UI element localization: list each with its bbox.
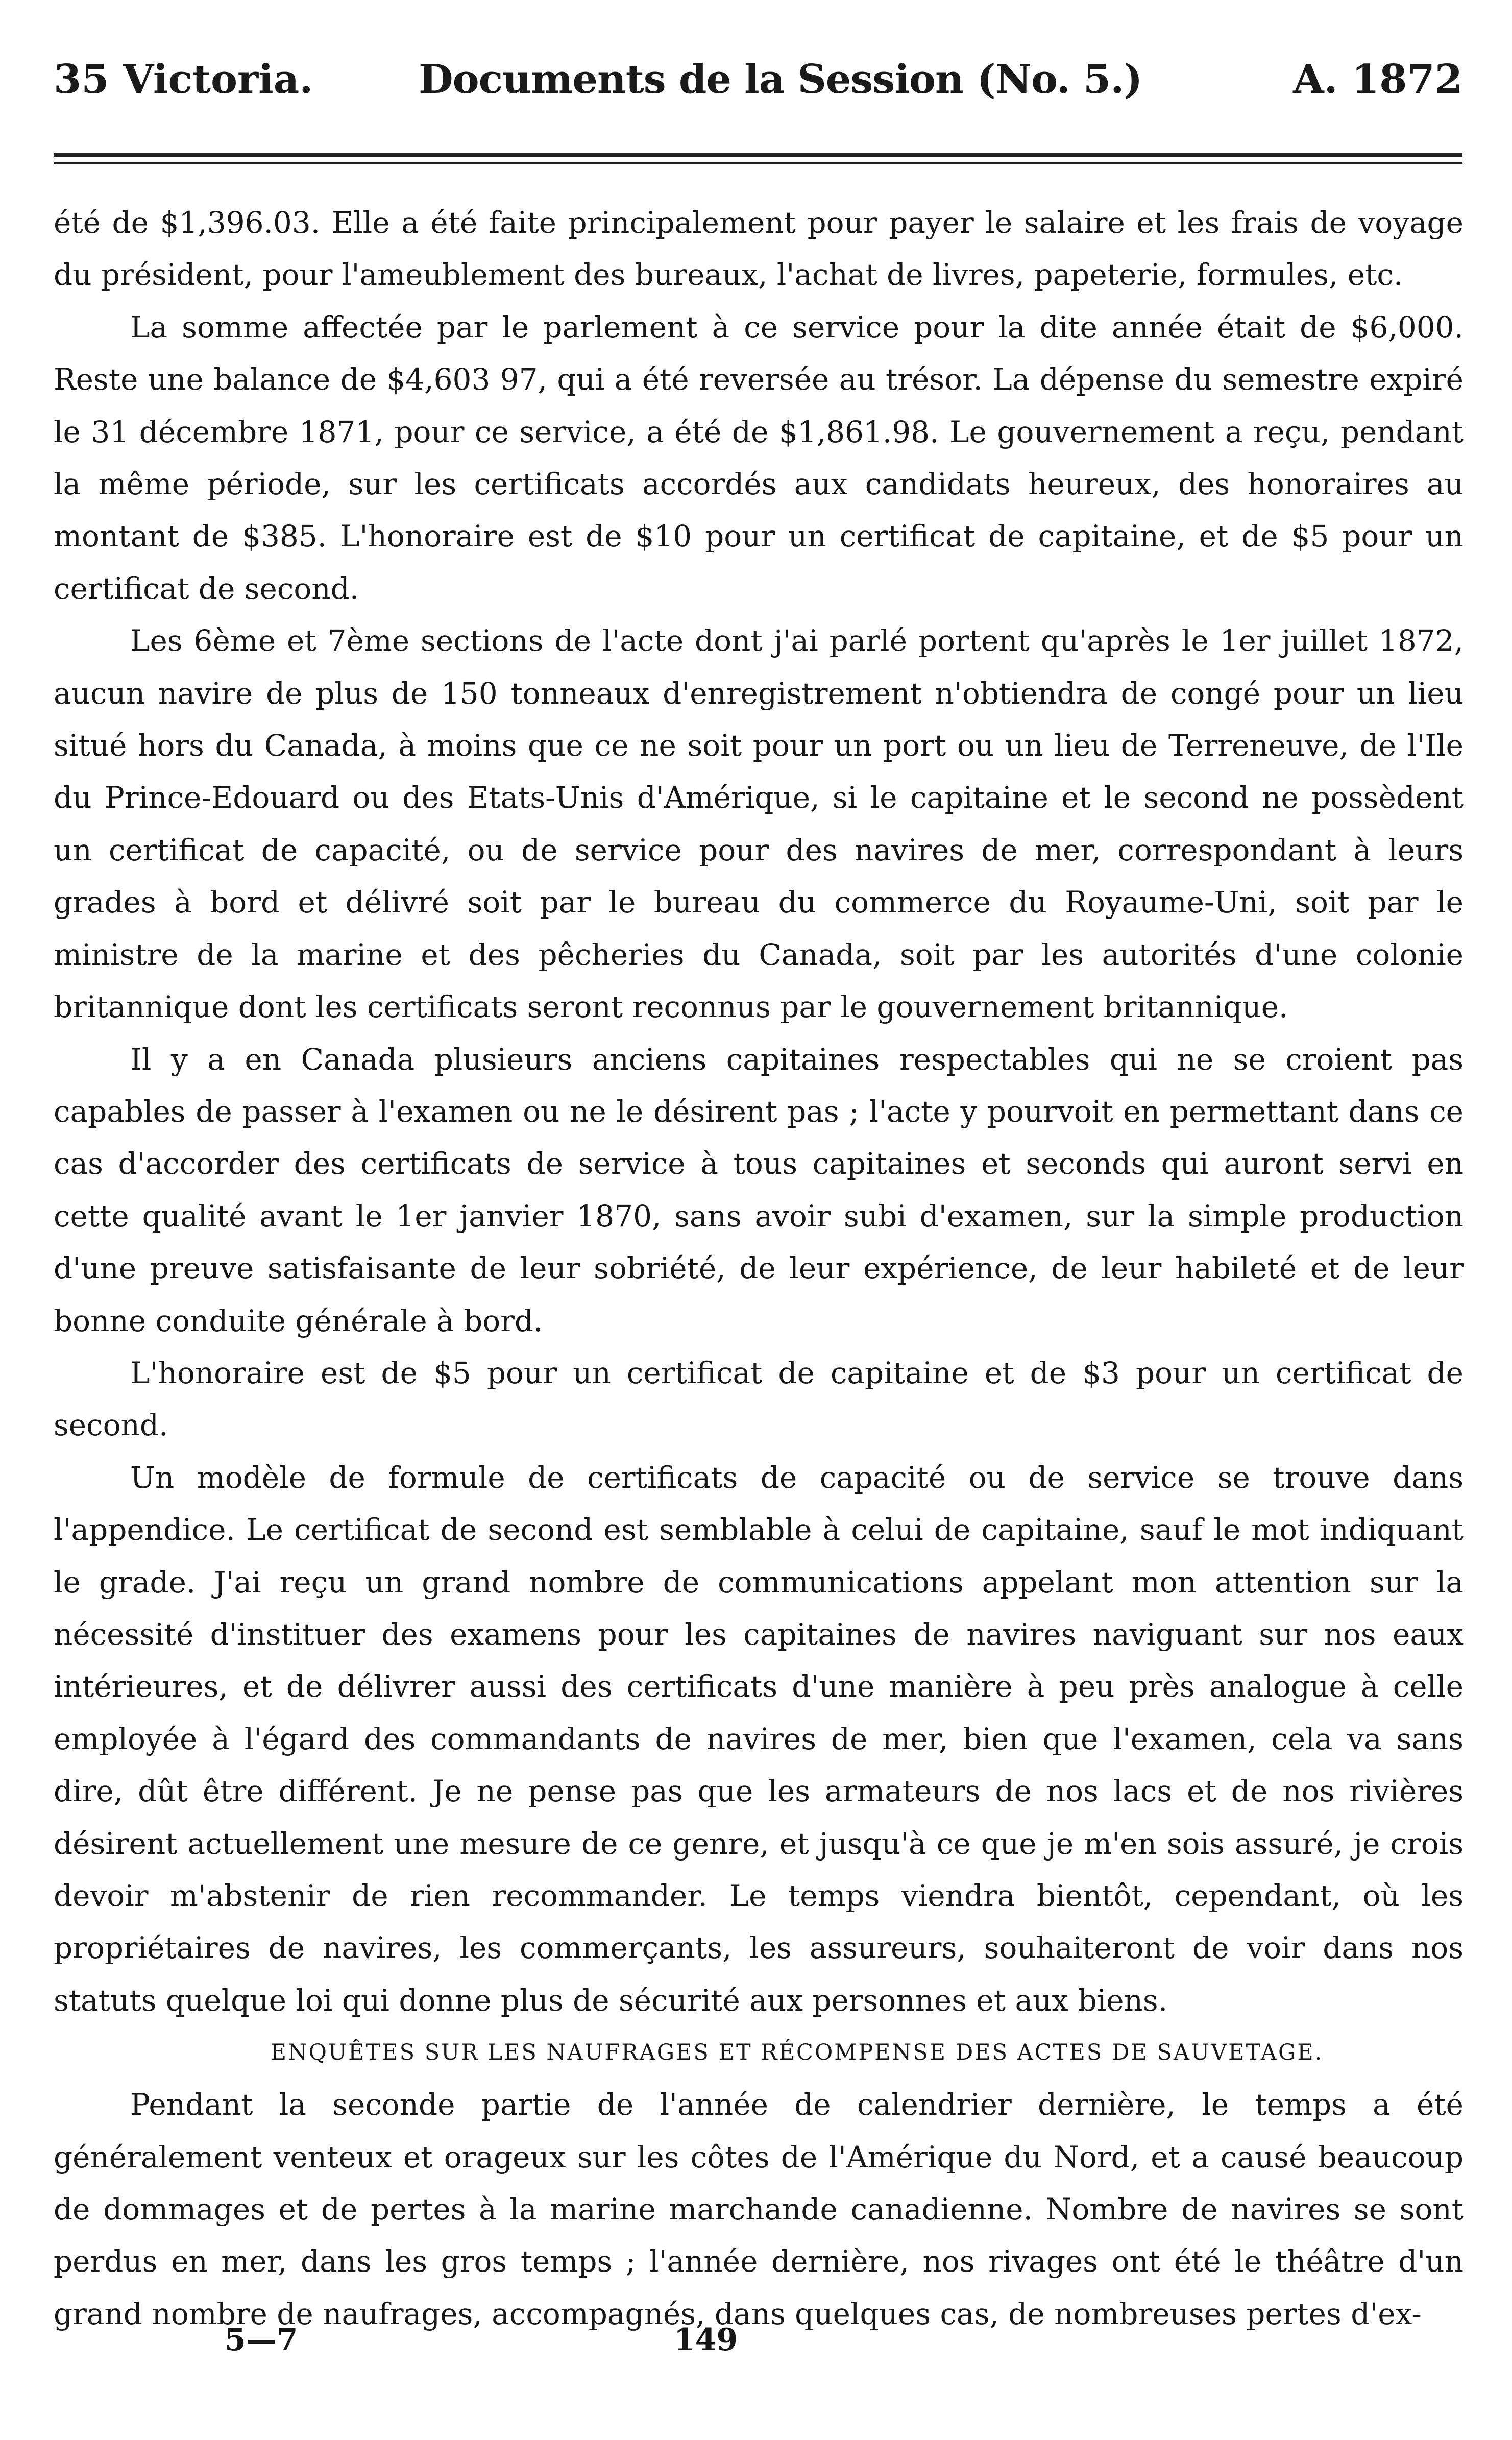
paragraph-2: La somme affectée par le parlement à ce service pour la dite année était de $6,000. Reste une balance de $4,603 97, qui a été reversée au trésor. La dépense du semestre expiré le 31 décembre 1871, pour ce service, a été de $1,861.98. Le gouvernement a reçu, pendant la même période, sur les certificats accordés aux candidats heureux, des honoraires au montant de $385. L'honoraire est de $10 pour un certificat de capitaine, et de $5 pour un certificat de second. [54,309,1464,606]
footer-signature: 5—7 [225,2322,298,2358]
paragraph-1: été de $1,396.03. Elle a été faite principalement pour payer le salaire et les frais de voyage du président, pour l'ameublement des bureaux, l'achat de livres, papeterie, formules, etc. [54,205,1464,293]
header-rule-thin [54,162,1462,164]
paragraph-7: Pendant la seconde partie de l'année de calendrier dernière, le temps a été généralement venteux et orageux sur les côtes de l'Amérique du Nord, et a causé beaucoup de dommages et de pertes à la marine marchande canadienne. Nombre de navires se sont perdus en mer, dans les gros temps ; l'année dernière, nos rivages ont été le théâtre d'un grand nombre de naufrages, accompagnés, dans quelques cas, de nombreuses pertes d'ex- [54,2087,1464,2331]
page-number: 149 [674,2322,738,2358]
paragraph-5: L'honoraire est de $5 pour un certificat de capitaine et de $3 pour un certificat de second. [54,1355,1464,1443]
header-rule-thick [54,153,1462,157]
paragraph-3: Les 6ème et 7ème sections de l'acte dont j'ai parlé portent qu'après le 1er juillet 1872, aucun navire de plus de 150 tonneaux d'enregistrement n'obtiendra de congé pour un lieu situé hors du Canada, à moins que ce ne soit pour un port ou un lieu de Terreneuve, de l'Ile du Prince-Edouard ou des Etats-Unis d'Amérique, si le capitaine et le second ne possèdent un certificat de capacité, ou de service pour des navires de mer, correspondant à leurs grades à bord et délivré soit par le bureau du commerce du Royaume-Uni, soit par le ministre de la marine et des pêcheries du Canada, soit par les autorités d'une colonie britannique dont les certificats seront reconnus par le gouvernement britannique. [54,623,1464,1025]
header-volume: 35 Victoria. [54,56,313,103]
paragraph-6: Un modèle de formule de certificats de capacité ou de service se trouve dans l'appendice. Le certificat de second est semblable à celui de capitaine, sauf le mot indiquant le grade. J'ai reçu un grand nombre de communications appelant mon attention sur la nécessité d'instituer des examens pour les capitaines de navires naviguant sur nos eaux intérieures, et de délivrer aussi des certificats d'une manière à peu près analogue à celle employée à l'égard des commandants de navires de mer, bien que l'examen, cela va sans dire, dût être différent. Je ne pense pas que les armateurs de nos lacs et de nos rivières désirent actuellement une mesure de ce genre, et jusqu'à ce que je m'en sois assuré, je crois devoir m'abstenir de rien recommander. Le temps viendra bientôt, cependant, où les propriétaires de navires, les commerçants, les assureurs, souhaiteront de voir dans nos statuts quelque loi qui donne plus de sécurité aux personnes et aux biens. [54,1460,1464,2018]
page-footer [0,2313,1512,2374]
page-header [54,49,1462,115]
paragraph-4: Il y a en Canada plusieurs anciens capitaines respectables qui ne se croient pas capables de passer à l'examen ou ne le désirent pas ; l'acte y pourvoit en permettant dans ce cas d'accorder des certificats de service à tous capitaines et seconds qui auront servi en cette qualité avant le 1er janvier 1870, sans avoir subi d'examen, sur la simple production d'une preuve satisfaisante de leur sobriété, de leur expérience, de leur habileté et de leur bonne conduite générale à bord. [54,1042,1464,1338]
header-year: A. 1872 [1293,56,1462,103]
section-heading: ENQUÊTES SUR LES NAUFRAGES ET RÉCOMPENSE DES ACTES DE SAUVETAGE. [270,2040,1324,2066]
header-title: Documents de la Session (No. 5.) [419,56,1142,103]
body-text [54,197,1464,2340]
